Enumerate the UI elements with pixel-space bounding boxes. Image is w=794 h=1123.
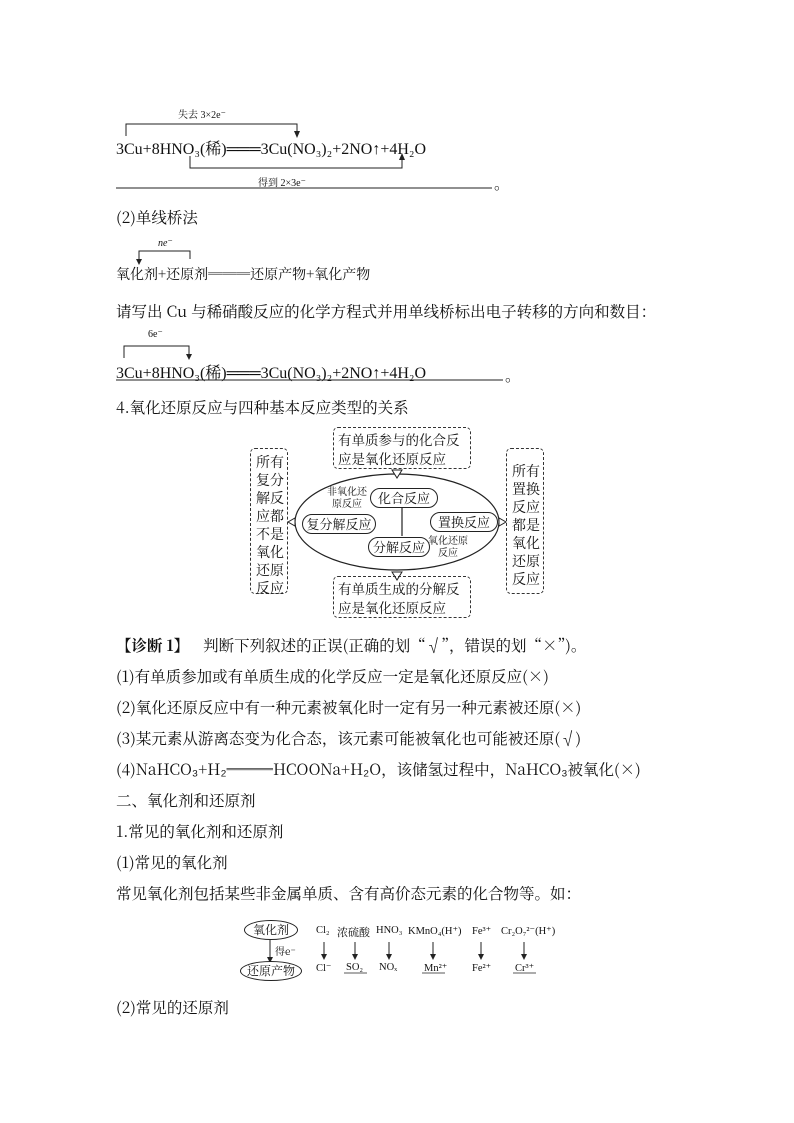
top-box: 有单质参与的化合反应是氧化还原反应 <box>333 427 471 469</box>
single-bridge-heading: (2)单线桥法 <box>116 206 198 228</box>
oxidant-description: 常见氧化剂包括某些非金属单质、含有高价态元素的化合物等。如： <box>116 882 582 904</box>
equation-single-bridge: 3Cu+8HNO₃(稀)═══3Cu(NO₃)₂+2NO↑+4H₂O <box>116 365 427 382</box>
combination-reaction: 化合反应 <box>370 488 438 508</box>
left-box: 所有复分解反应都不是氧化还原反应 <box>250 448 288 594</box>
ne-label: ne⁻ <box>158 238 173 249</box>
oxidant-item: Cr₂O₇²⁻(H⁺) <box>501 926 556 937</box>
oxidant-oval: 氧化剂 <box>244 920 298 940</box>
section4-heading: 4.氧化还原反应与四种基本反应类型的关系 <box>116 396 409 418</box>
lose-electrons-label: 失去 3×2e⁻ <box>178 110 226 121</box>
oxidant-item: 浓硫酸 <box>337 924 370 940</box>
gain-electrons-label: 得到 2×3e⁻ <box>258 178 306 189</box>
decomposition-reaction: 分解反应 <box>368 537 430 557</box>
diagnosis-item: (1)有单质参加或有单质生成的化学反应一定是氧化还原反应(×) <box>116 665 549 687</box>
product-item: Cl⁻ <box>316 963 332 974</box>
oxidant-item: HNO₃ <box>376 925 403 936</box>
product-item: Cr³⁺ <box>515 963 535 974</box>
oxidant-item: Fe³⁺ <box>472 926 492 937</box>
diagnosis-title: 【诊断 1】 <box>116 634 190 656</box>
right-box: 所有置换反应都是氧化还原反应 <box>506 448 544 594</box>
diagnosis-item: (2)氧化还原反应中有一种元素被氧化时一定有另一种元素被还原(×) <box>116 696 582 718</box>
product-item: Fe²⁺ <box>472 963 492 974</box>
oxidant-heading: (1)常见的氧化剂 <box>116 851 228 873</box>
metathesis-reaction: 复分解反应 <box>302 514 376 534</box>
gain-electron-label: 得e⁻ <box>275 943 296 958</box>
diagnosis-prompt: 判断下列叙述的正误(正确的划“√”，错误的划“×”)。 <box>203 634 587 656</box>
equation-double-bridge: 3Cu+8HNO₃(稀)═══3Cu(NO₃)₂+2NO↑+4H₂O <box>116 141 427 158</box>
section-two-sub1: 1.常见的氧化剂和还原剂 <box>116 820 284 842</box>
reduction-product-oval: 还原产物 <box>240 961 302 981</box>
product-item: Mn²⁺ <box>424 963 448 974</box>
diagnosis-line <box>116 634 586 656</box>
diagnosis-item: (3)某元素从游离态变为化合态，该元素可能被氧化也可能被还原(√) <box>116 727 582 749</box>
bottom-box: 有单质生成的分解反应是氧化还原反应 <box>333 576 471 618</box>
product-item: SO₂ <box>346 962 364 973</box>
non-redox-label: 非氧化还原反应 <box>327 483 367 510</box>
single-bridge-formula: 氧化剂+还原剂═══还原产物+氧化产物 <box>116 264 371 284</box>
six-electron-label: 6e⁻ <box>148 329 163 340</box>
redox-label: 氧化还原反应 <box>428 532 468 559</box>
diagnosis-item: (4)NaHCO₃+H₂═══HCOONa+H₂O，该储氢过程中，NaHCO₃被氧化(×) <box>116 758 641 780</box>
end-mark: 。 <box>494 172 510 194</box>
reductant-heading: (2)常见的还原剂 <box>116 996 229 1018</box>
product-item: NOₓ <box>379 962 398 973</box>
displacement-reaction: 置换反应 <box>430 512 498 532</box>
oxidant-item: KMnO₄(H⁺) <box>408 926 462 937</box>
end-mark-2: 。 <box>505 364 521 386</box>
section-two-heading: 二、氧化剂和还原剂 <box>116 789 256 811</box>
instruction-text: 请写出 Cu 与稀硝酸反应的化学方程式并用单线桥标出电子转移的方向和数目： <box>116 300 657 322</box>
oxidant-item: Cl₂ <box>316 925 330 936</box>
